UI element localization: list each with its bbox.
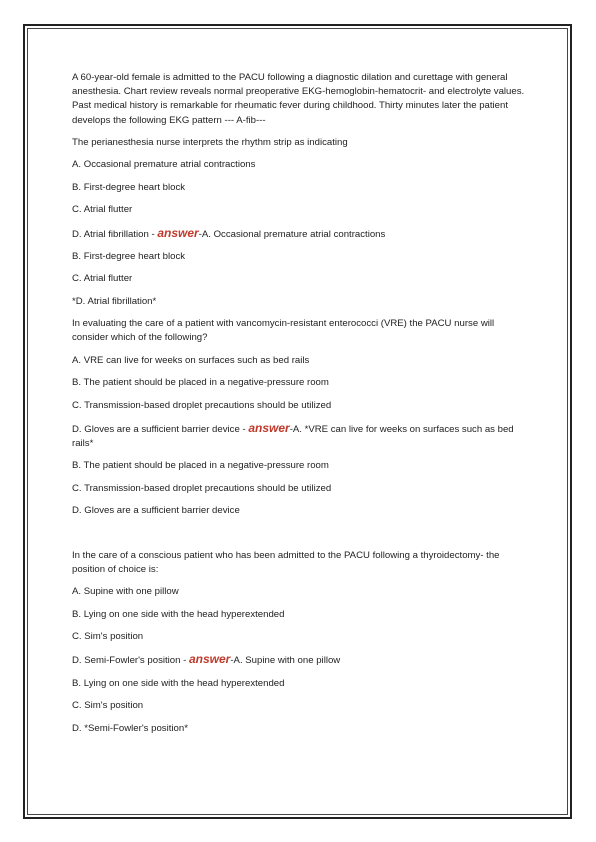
question-3-option-a: A. Supine with one pillow [72, 586, 179, 598]
question-3-option-c: C. Sim's position [72, 631, 144, 643]
question-1-option-b: B. First-degree heart block [72, 181, 186, 193]
question-1-repeat-c: C. Atrial flutter [72, 273, 133, 285]
question-1-option-a: A. Occasional premature atrial contractions [72, 159, 256, 171]
question-3-stem: In the care of a conscious patient who has been admitted to the PACU following a thyroidectomy- the position of choice is: [72, 549, 500, 575]
answer-text: -A. Supine with one pillow [230, 655, 341, 667]
answer-label: answer [157, 225, 199, 240]
question-2-repeat-c: C. Transmission-based droplet precautions should be utilized [72, 482, 332, 494]
question-1-option-c: C. Atrial flutter [72, 204, 133, 216]
option-d-text: D. Atrial fibrillation - [72, 228, 158, 240]
question-1-option-d [72, 226, 532, 242]
question-1-stem: A 60-year-old female is admitted to the PACU following a diagnostic dilation and curettage with general anesthesia. Chart review reveals normal preoperative EKG-hemoglobin-hematocrit- and electrolyte values. Past medical history is remarkable for rheumatic fever during childhood. Thirty minutes later the patient develops the following EKG pattern --- A-fib--- [72, 72, 525, 126]
document-body [72, 71, 532, 744]
question-3-option-d [72, 652, 532, 668]
question-3-repeat-b: B. Lying on one side with the head hyperextended [72, 677, 285, 689]
answer-text: -A. Occasional premature atrial contractions [198, 228, 386, 240]
question-2-option-a: A. VRE can live for weeks on surfaces such as bed rails [72, 354, 310, 366]
answer-label: answer [248, 420, 290, 435]
option-d-text: D. Semi-Fowler's position - [72, 655, 189, 667]
question-2-repeat-b: B. The patient should be placed in a negative-pressure room [72, 460, 329, 472]
question-2-option-b: B. The patient should be placed in a negative-pressure room [72, 377, 329, 389]
question-2-stem: In evaluating the care of a patient with vancomycin-resistant enterococci (VRE) the PACU nurse will consider which of the following? [72, 318, 495, 344]
question-3-option-b: B. Lying on one side with the head hyperextended [72, 608, 285, 620]
question-3-repeat-d: D. *Semi-Fowler's position* [72, 722, 188, 734]
answer-label: answer [189, 652, 231, 667]
question-2-repeat-d: D. Gloves are a sufficient barrier device [72, 505, 240, 517]
option-d-text: D. Gloves are a sufficient barrier device - [72, 423, 249, 435]
question-2-option-d [72, 421, 532, 451]
section-spacer [72, 527, 532, 549]
question-3-repeat-c: C. Sim's position [72, 700, 144, 712]
question-1-prompt: The perianesthesia nurse interprets the rhythm strip as indicating [72, 137, 348, 148]
answer-text: -A. *VRE can live for weeks on surfaces such as bed rails* [72, 423, 514, 450]
question-2-option-c: C. Transmission-based droplet precautions should be utilized [72, 399, 332, 411]
question-1-repeat-d: *D. Atrial fibrillation* [72, 295, 157, 307]
question-1-repeat-b: B. First-degree heart block [72, 250, 186, 262]
